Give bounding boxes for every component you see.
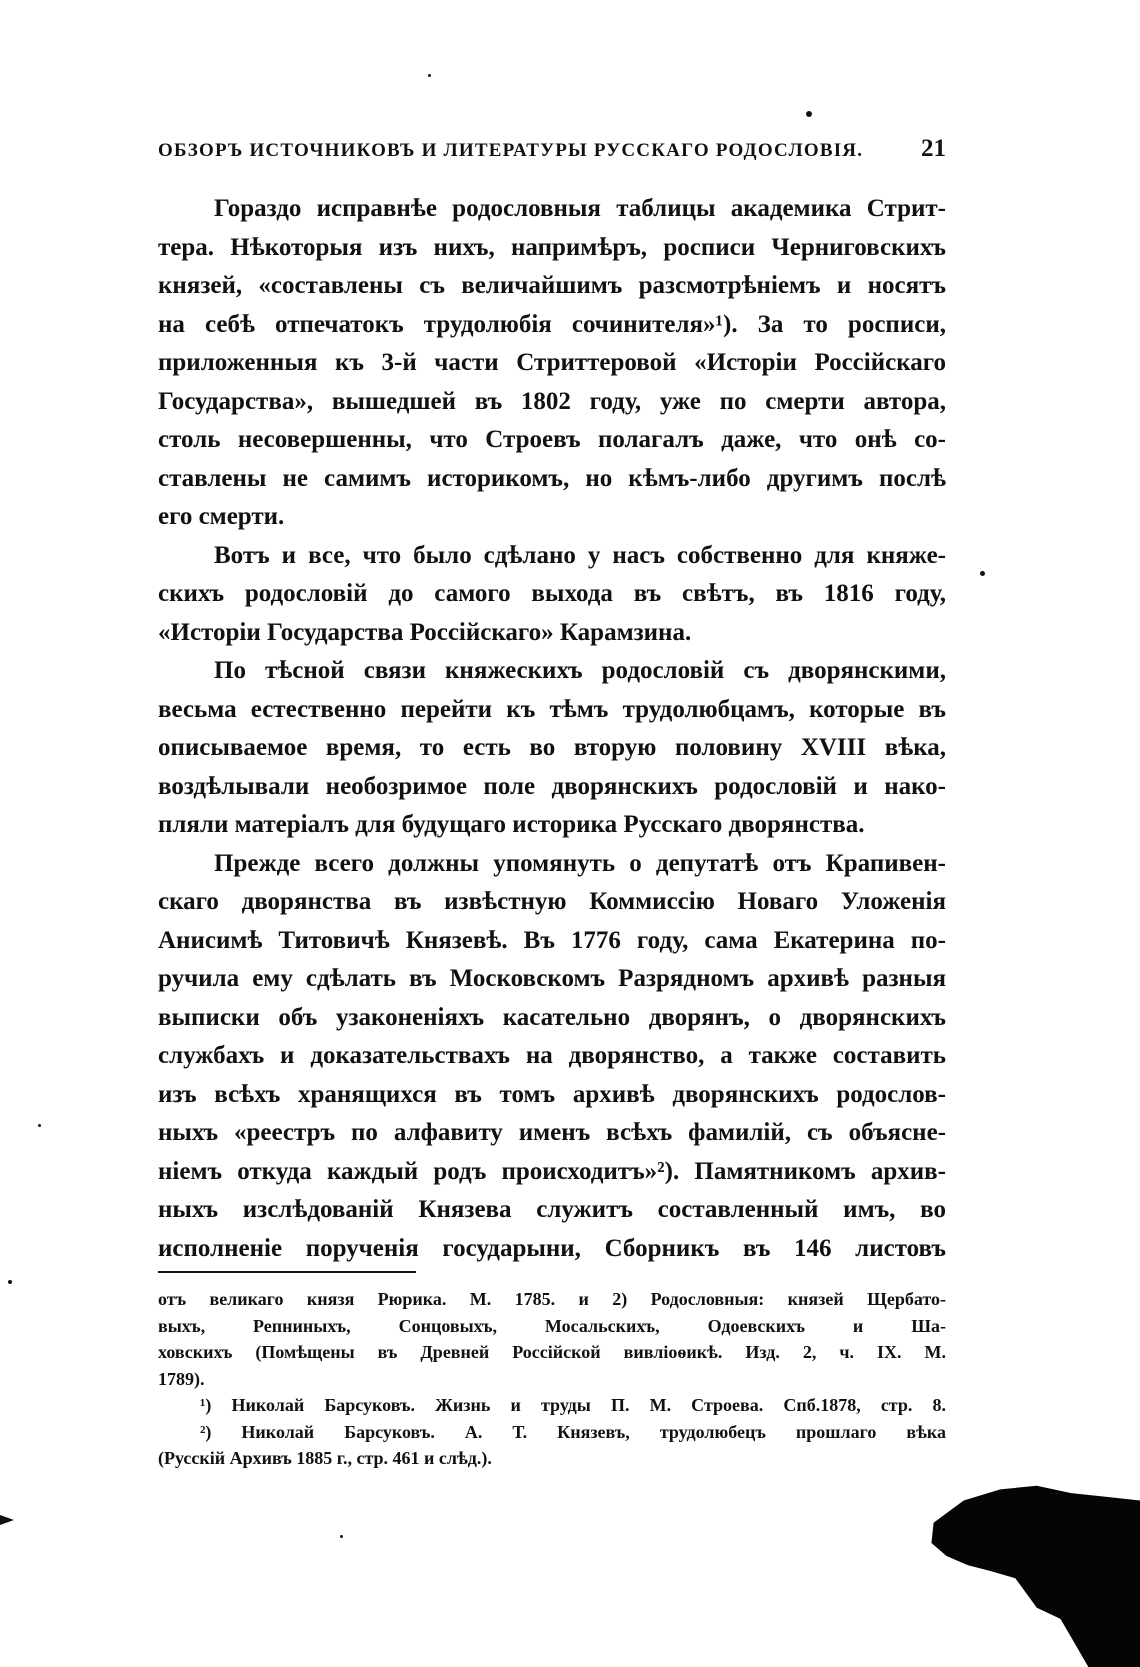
scan-speck <box>8 1280 12 1284</box>
text-line: столь несовершенны, что Строевъ полагалъ даже, что онѣ со- <box>158 426 946 453</box>
scan-speck <box>38 1124 41 1127</box>
text-line: Анисимѣ Титовичѣ Князевѣ. Въ 1776 году, сама Екатерина по- <box>158 926 946 954</box>
main-text <box>158 190 946 1268</box>
text-line: Государства», вышедшей въ 1802 году, уже по смерти автора, <box>158 387 946 415</box>
page-number: 21 <box>921 135 946 162</box>
footnote-line: ¹) Николай Барсуковъ. Жизнь и труды П. М. Строева. Спб.1878, стр. 8. <box>200 1395 946 1415</box>
footnote-line: ²) Николай Барсуковъ. А. Т. Князевъ, трудолюбецъ прошлаго вѣка <box>200 1421 946 1442</box>
scan-blot <box>925 1482 1140 1667</box>
footnote-rule <box>158 1271 416 1273</box>
text-line: Гораздо исправнѣе родословныя таблицы академика Стрит- <box>214 195 946 222</box>
text-line: приложенныя къ 3-й части Стриттеровой «Исторіи Россійскаго <box>158 349 946 376</box>
text-line: Вотъ и все, что было сдѣлано у насъ собственно для княже- <box>214 541 946 569</box>
text-line: пляли матеріалъ для будущаго историка Русскаго дворянства. <box>158 811 865 838</box>
scan-speck <box>980 571 985 576</box>
running-head <box>158 135 946 167</box>
text-line: скихъ родословій до самого выхода въ свѣтъ, въ 1816 году, <box>158 580 946 607</box>
text-line: изъ всѣхъ хранящихся въ томъ архивѣ дворянскихъ родослов- <box>158 1080 946 1108</box>
text-line: службахъ и доказательствахъ на дворянство, а также составить <box>158 1042 946 1069</box>
text-line: воздѣлывали необозримое поле дворянскихъ родословій и нако- <box>158 772 946 800</box>
footnote-line: выхъ, Репниныхъ, Сонцовыхъ, Мосальскихъ, Одоевскихъ и Ша- <box>158 1315 946 1336</box>
text-line: По тѣсной связи княжескихъ родословій съ дворянскими, <box>214 657 946 684</box>
scan-speck <box>428 74 431 77</box>
text-line: князей, «составлены съ величайшимъ разсмотрѣніемъ и носятъ <box>158 272 946 299</box>
text-line: весьма естественно перейти къ тѣмъ трудолюбцамъ, которые въ <box>158 695 946 723</box>
footnote-line: 1789). <box>158 1368 205 1389</box>
footnote-line: отъ великаго князя Рюрика. М. 1785. и 2) Родословныя: князей Щербато- <box>158 1289 946 1309</box>
scan-speck <box>340 1535 343 1538</box>
footnote-line: ховскихъ (Помѣщены въ Древней Россійской вивліоѳикѣ. Изд. 2, ч. IX. М. <box>158 1342 946 1362</box>
text-line: описываемое время, то есть во вторую половину XVIII вѣка, <box>158 734 946 761</box>
text-line: на себѣ отпечатокъ трудолюбія сочинителя»¹). За то росписи, <box>158 310 946 338</box>
text-line: ручила ему сдѣлать въ Московскомъ Разрядномъ архивѣ разныя <box>158 965 946 992</box>
footnote-line: (Русскій Архивъ 1885 г., стр. 461 и слѣд.). <box>158 1448 492 1468</box>
text-line: выписки объ узаконеніяхъ касательно дворянъ, о дворянскихъ <box>158 1003 946 1031</box>
text-line: «Исторіи Государства Россійскаго» Карамзина. <box>158 618 692 646</box>
text-line: ніемъ откуда каждый родъ происходитъ»²). Памятникомъ архив- <box>158 1157 946 1185</box>
scan-edge-mark <box>0 1515 14 1525</box>
text-line: ныхъ изслѣдованій Князева служитъ составленный имъ, во <box>158 1196 946 1223</box>
text-line: ставлены не самимъ историкомъ, но кѣмъ-либо другимъ послѣ <box>158 464 946 492</box>
scan-speck <box>806 111 812 117</box>
text-line: тера. Нѣкоторыя изъ нихъ, напримѣръ, росписи Черниговскихъ <box>158 233 946 261</box>
running-title: ОБЗОРЪ ИСТОЧНИКОВЪ И ЛИТЕРАТУРЫ РУССКАГО РОДОСЛОВІЯ. <box>158 140 864 161</box>
text-line: его смерти. <box>158 503 285 530</box>
text-line: ныхъ «реестръ по алфавиту именъ всѣхъ фамилій, съ объясне- <box>158 1119 946 1146</box>
text-line: исполненіе порученія государыни, Сборникъ въ 146 листовъ <box>158 1234 946 1262</box>
text-line: скаго дворянства въ извѣстную Коммиссію Новаго Уложенія <box>158 888 946 915</box>
footnotes <box>158 1286 946 1472</box>
text-line: Прежде всего должны упомянуть о депутатѣ отъ Крапивен- <box>214 849 946 877</box>
